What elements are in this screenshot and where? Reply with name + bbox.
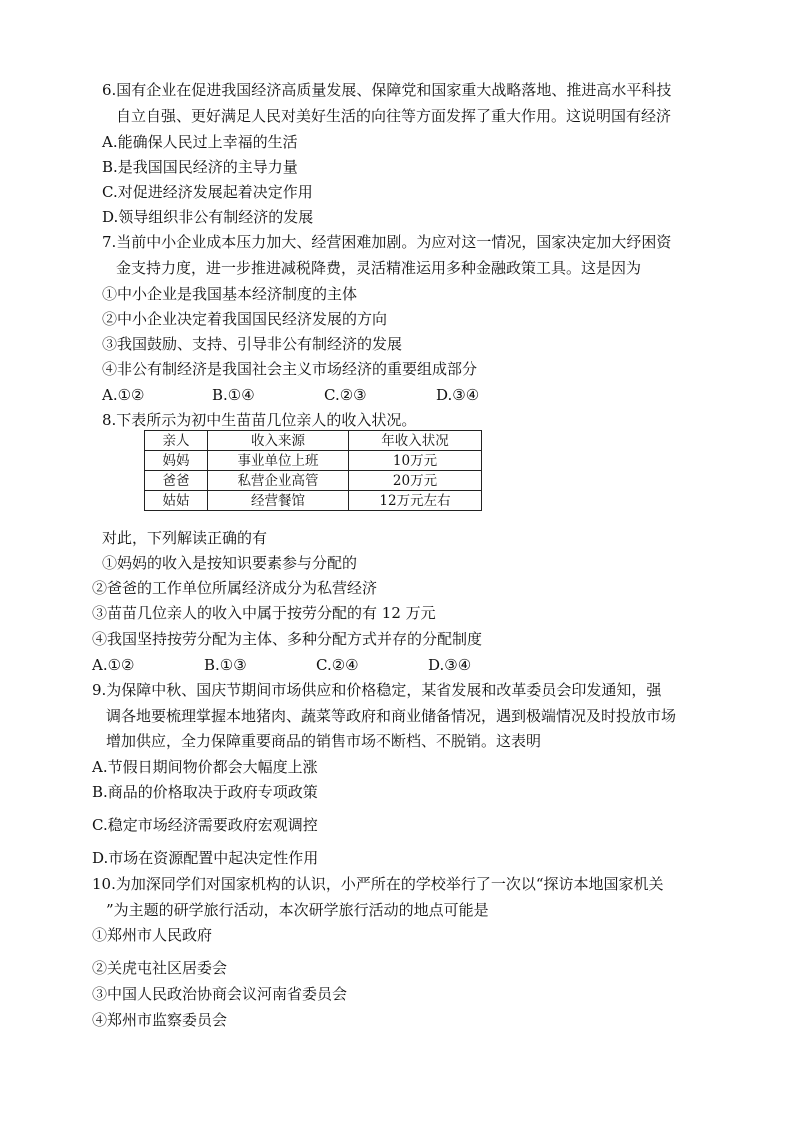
q9-option-b: B.商品的价格取决于政府专项政策 [92,783,318,801]
q8-statement-1: ①妈妈的收入是按知识要素参与分配的 [102,554,358,572]
q8-stem-line2: 对此，下列解读正确的有 [102,529,268,547]
q10-statement-2: ②关虎屯社区居委会 [92,959,228,977]
q7-stem-line2: 金支持力度，进一步推进减税降费，灵活精准运用多种金融政策工具。这是因为 [116,259,642,277]
table-cell: 12万元左右 [349,491,482,511]
table-cell: 爸爸 [145,471,208,491]
q7-option-b: B.①④ [212,386,255,404]
table-cell: 姑姑 [145,491,208,511]
q8-option-c: C.②④ [316,656,359,674]
q8-option-b: B.①③ [204,656,247,674]
q8-option-a: A.①② [92,656,135,674]
q7-stem-line1: 7.当前中小企业成本压力加大、经营困难加剧。为应对这一情况，国家决定加大纾困资 [102,233,672,251]
table-cell: 经营餐馆 [208,491,349,511]
q7-statement-1: ①中小企业是我国基本经济制度的主体 [102,285,358,303]
q8-option-d: D.③④ [428,656,472,674]
q10-statement-3: ③中国人民政治协商会议河南省委员会 [92,985,348,1003]
q7-option-c: C.②③ [324,386,367,404]
table-header-row [145,431,482,451]
table-cell: 妈妈 [145,451,208,471]
q9-option-c: C.稳定市场经济需要政府宏观调控 [92,816,318,834]
q7-statement-2: ②中小企业决定着我国国民经济发展的方向 [102,310,388,328]
q9-option-a: A.节假日期间物价都会大幅度上涨 [92,758,318,776]
q10-statement-4: ④郑州市监察委员会 [92,1011,228,1029]
q10-statement-1: ①郑州市人民政府 [92,926,213,944]
q9-option-d: D.市场在资源配置中起决定性作用 [92,849,319,867]
table-row [145,471,482,491]
q8-options [92,655,471,675]
q8-statement-4: ④我国坚持按劳分配为主体、多种分配方式并存的分配制度 [92,630,483,648]
table-row [145,451,482,471]
q7-option-a: A.①② [102,386,145,404]
q9-stem-line1: 9.为保障中秋、国庆节期间市场供应和价格稳定，某省发展和改革委员会印发通知，强 [92,681,662,699]
table-row [145,491,482,511]
q6-option-d: D.领导组织非公有制经济的发展 [102,208,314,226]
income-table [144,430,482,511]
q7-option-d: D.③④ [436,386,480,404]
q6-stem-line1: 6.国有企业在促进我国经济高质量发展、保障党和国家重大战略落地、推进高水平科技 [102,81,672,99]
q8-statement-2: ②爸爸的工作单位所属经济成分为私营经济 [92,579,378,597]
q6-stem-line2: 自立自强、更好满足人民对美好生活的向往等方面发挥了重大作用。这说明国有经济 [116,107,672,125]
q6-option-b: B.是我国国民经济的主导力量 [102,158,298,176]
q6-option-a: A.能确保人民过上幸福的生活 [102,133,298,151]
table-cell: 私营企业高管 [208,471,349,491]
q8-stem-line1: 8.下表所示为初中生苗苗几位亲人的收入状况。 [102,411,417,429]
table-header-cell: 年收入状况 [349,431,482,451]
q9-stem-line3: 增加供应，全力保障重要商品的销售市场不断档、不脱销。这表明 [106,732,542,750]
table-cell: 20万元 [349,471,482,491]
q9-stem-line2: 调各地要梳理掌握本地猪肉、蔬菜等政府和商业储备情况，遇到极端情况及时投放市场 [106,707,677,725]
q7-statement-4: ④非公有制经济是我国社会主义市场经济的重要组成部分 [102,360,478,378]
table-header-cell: 收入来源 [208,431,349,451]
table-cell: 10万元 [349,451,482,471]
q10-stem-line1: 10.为加深同学们对国家机构的认识，小严所在的学校举行了一次以“探访本地国家机关 [92,875,664,893]
q6-option-c: C.对促进经济发展起着决定作用 [102,183,313,201]
table-cell: 事业单位上班 [208,451,349,471]
q8-statement-3: ③苗苗几位亲人的收入中属于按劳分配的有 12 万元 [92,604,436,622]
q7-statement-3: ③我国鼓励、支持、引导非公有制经济的发展 [102,335,403,353]
q10-stem-line2: ”为主题的研学旅行活动，本次研学旅行活动的地点可能是 [106,901,489,919]
table-header-cell: 亲人 [145,431,208,451]
q7-options [102,385,479,405]
